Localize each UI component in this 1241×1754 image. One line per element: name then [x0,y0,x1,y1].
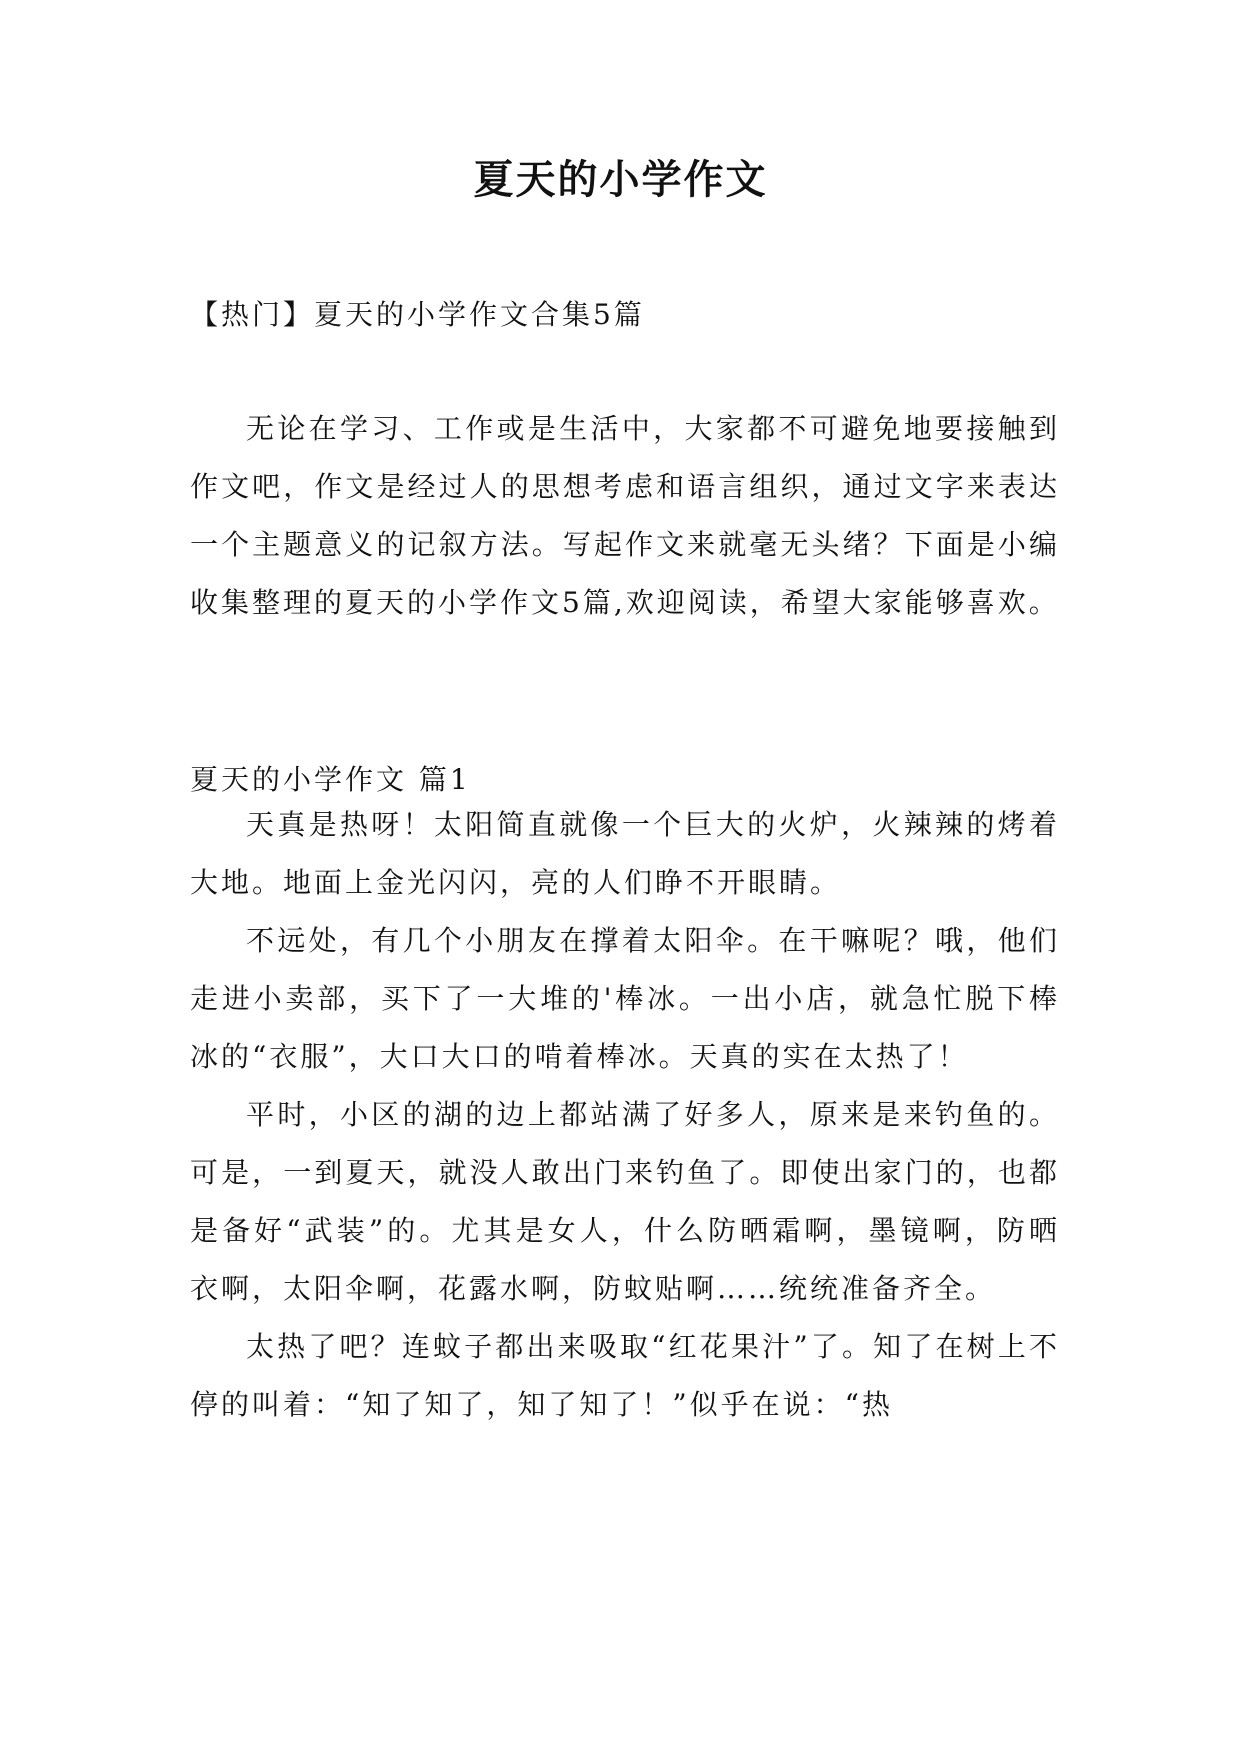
essay-paragraph-3: 平时，小区的湖的边上都站满了好多人，原来是来钓鱼的。可是，一到夏天，就没人敢出门来钓鱼了。即使出家门的，也都是备好“武装”的。尤其是女人，什么防晒霜啊，墨镜啊，防晒衣啊，太阳伞啊，花露水啊，防蚊贴啊……统统准备齐全。 [190,1098,1060,1305]
document-subtitle: 【热门】夏天的小学作文合集5篇 [190,298,645,331]
section-heading: 夏天的小学作文 篇1 [190,763,471,796]
essay-body [190,796,1060,1434]
essay-paragraph-1: 天真是热呀！太阳简直就像一个巨大的火炉，火辣辣的烤着大地。地面上金光闪闪，亮的人们睁不开眼睛。 [190,808,1060,899]
essay-paragraph-4: 太热了吧？连蚊子都出来吸取“红花果汁”了。知了在树上不停的叫着：“知了知了，知了知了！”似乎在说：“热 [190,1330,1060,1421]
document-title: 夏天的小学作文 [473,156,768,203]
intro-section [190,400,1060,632]
essay-paragraph-2: 不远处，有几个小朋友在撑着太阳伞。在干嘛呢？哦，他们走进小卖部，买下了一大堆的'棒冰。一出小店，就急忙脱下棒冰的“衣服”，大口大口的啃着棒冰。天真的实在太热了！ [190,924,1060,1073]
intro-paragraph: 无论在学习、工作或是生活中，大家都不可避免地要接触到作文吧，作文是经过人的思想考虑和语言组织，通过文字来表达一个主题意义的记叙方法。写起作文来就毫无头绪？下面是小编收集整理的夏天的小学作文5篇,欢迎阅读，希望大家能够喜欢。 [190,412,1060,619]
